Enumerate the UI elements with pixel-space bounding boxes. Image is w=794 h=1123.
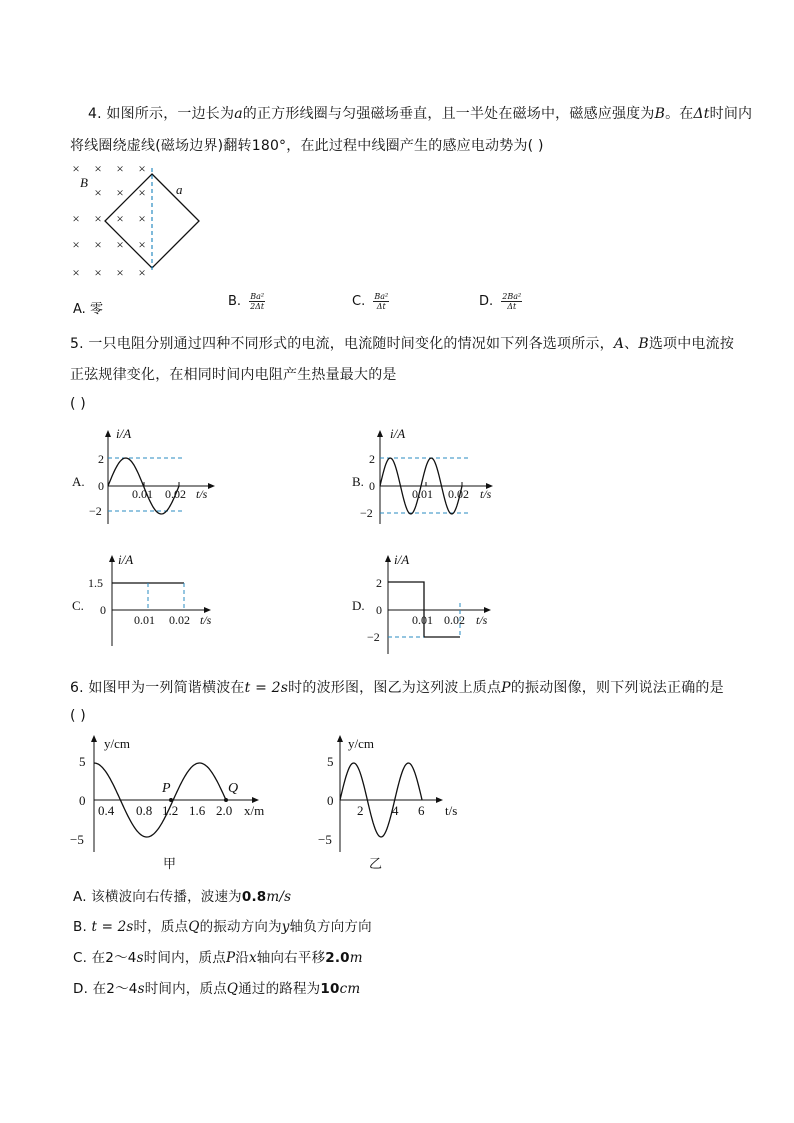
y-tick-label: −2 [360,506,373,520]
option-text: 通过的路程为 [238,981,321,997]
x-tick-label: 0.02 [444,613,465,627]
x-tick-label: 6 [418,803,425,818]
var-y: y [281,919,290,935]
q4-text: 的正方形线圈与匀强磁场垂直，且一半处在磁场中，磁感应强度为 [242,106,655,122]
field-cross: × [94,161,102,176]
x-axis-label: x/m [244,803,265,818]
y-axis-label: y/cm [348,736,374,751]
y-tick-label: 2 [98,452,104,466]
field-cross: × [72,265,80,280]
option-text: 时间内，质点 [144,981,227,997]
caption-jia: 甲 [163,856,177,871]
x-arrow [208,483,215,489]
option-label: C. [352,294,370,309]
y-tick-label: 0 [100,603,106,617]
q4-text: 。在 [665,106,694,122]
field-cross: × [72,161,80,176]
q6-text: 时的波形图，图乙为这列波上质点 [288,680,502,696]
x-tick-label: 0.02 [165,487,186,501]
q5-text: 选项中电流按 [648,336,735,352]
x-axis-label: t/s [480,487,492,501]
option-unit: m [349,950,363,966]
option-text: D. 在2～4 [73,981,138,997]
var-P: P [501,680,511,696]
q6-option-A[interactable] [73,885,291,905]
var-Q: Q [226,981,239,997]
option-unit: cm [339,981,361,997]
y-axis-label: i/A [116,426,132,441]
y-arrow [91,735,97,742]
x-tick-label: 0.01 [132,487,153,501]
q4-option-D[interactable] [479,292,522,311]
y-axis-label: i/A [394,552,410,567]
field-cross: × [138,211,146,226]
q4-line1 [88,103,752,123]
y-tick-label: 5 [79,754,86,769]
graph-label: D. [352,598,365,613]
q6-text: 的振动图像，则下列说法正确的是 [510,680,724,696]
x-tick-label: 0.8 [136,803,153,818]
q6-option-B[interactable] [73,915,372,935]
q6-paren: ( ) [70,708,86,724]
field-cross: × [116,161,124,176]
q6-wave-graph [66,728,286,873]
fraction [501,292,522,311]
q6-text: 6. 如图甲为一列简谐横波在 [70,680,245,696]
option-text: 零 [89,302,103,317]
q4-option-A[interactable] [73,298,103,317]
var-t: t = 2s [244,680,289,696]
numerator: Ba² [250,292,265,301]
q5-graph-C [68,548,298,648]
option-value: 0.8 [241,889,267,905]
q4-line2: 将线圈绕虚线(磁场边界)翻转180°，在此过程中线圈产生的感应电动势为( ) [70,138,544,154]
numerator: 2Ba² [502,292,522,301]
option-text: 时，质点 [133,919,189,935]
var-B: B [654,106,666,122]
option-label: A. [73,302,90,317]
label-a: a [176,182,183,197]
option-label: B. [228,294,246,309]
x-tick-label: 0.02 [448,487,469,501]
x-tick-label: 1.2 [162,803,179,818]
x-tick-label: 0.01 [412,613,433,627]
var-P: P [225,950,236,966]
option-text: 轴负方向方向 [289,919,372,935]
y-axis-label: i/A [118,552,134,567]
option-text: B. [73,919,92,935]
x-axis-label: t/s [200,613,212,627]
x-tick-label: 0.01 [412,487,433,501]
y-arrow [109,555,115,562]
q5-graph-D [348,548,578,658]
graph-label: B. [352,474,364,489]
denominator: Δt [507,302,517,311]
y-arrow [105,430,111,437]
x-arrow [436,797,443,803]
option-text: C. 在2～4 [73,950,137,966]
y-tick-label: 1.5 [88,576,103,590]
q4-option-C[interactable] [352,292,389,311]
label-Q: Q [228,781,239,796]
x-tick-label: 2 [357,803,364,818]
field-cross: × [72,211,80,226]
y-arrow [337,735,343,742]
q5-text: 5. 一只电阻分别通过四种不同形式的电流，电流随时间变化的情况如下列各选项所示， [70,336,614,352]
point-Q [224,798,228,802]
q6-vibration-graph [318,728,478,873]
field-cross: × [94,211,102,226]
y-tick-label: 2 [369,452,375,466]
var-dt: Δt [693,106,710,122]
label-B: B [80,175,88,190]
label-P: P [162,781,171,796]
field-cross: × [116,237,124,252]
field-cross: × [116,265,124,280]
y-tick-label: 0 [327,793,334,808]
x-tick-label: 0.01 [134,613,155,627]
point-P [169,798,173,802]
q4-figure [66,156,216,286]
option-unit: m/s [266,889,292,905]
field-cross: × [138,185,146,200]
y-tick-label: 5 [327,754,334,769]
var-A: A [613,336,625,352]
var-Q: Q [188,919,200,935]
y-arrow [385,555,391,562]
x-tick-label: 0.4 [98,803,115,818]
q5-paren: ( ) [70,396,86,412]
x-tick-label: 4 [392,803,399,818]
unit-s: s [136,950,144,966]
y-tick-label: −2 [89,504,102,518]
graph-label: C. [72,598,84,613]
option-label: D. [479,294,498,309]
field-cross: × [94,237,102,252]
option-value: 10 [320,981,340,997]
var-x: x [248,950,257,966]
field-cross: × [116,185,124,200]
y-tick-label: −5 [70,832,84,847]
var-t: t = 2s [91,919,134,935]
q6-option-C[interactable] [73,946,363,966]
field-cross: × [72,237,80,252]
fraction [373,292,389,311]
numerator: Ba² [374,292,389,301]
denominator: 2Δt [250,302,265,311]
y-axis-label: y/cm [104,736,130,751]
field-cross: × [138,237,146,252]
y-tick-label: 0 [98,479,104,493]
y-tick-label: −5 [318,832,332,847]
field-cross: × [94,265,102,280]
y-tick-label: 0 [79,793,86,808]
x-tick-label: 2.0 [216,803,233,818]
q6-option-D[interactable] [73,977,360,997]
option-text: 的振动方向为 [199,919,282,935]
var-a: a [234,106,243,122]
q6-line1 [70,677,724,697]
y-tick-label: 2 [376,576,382,590]
option-text: 轴向右平移 [256,950,326,966]
y-tick-label: 0 [369,479,375,493]
fraction [249,292,265,311]
y-tick-label: −2 [367,630,380,644]
field-cross: × [138,265,146,280]
x-tick-label: 1.6 [189,803,206,818]
y-tick-label: 0 [376,603,382,617]
x-axis-label: t/s [196,487,208,501]
field-cross: × [94,185,102,200]
q4-text: 4. 如图所示，一边长为 [88,106,235,122]
q4-option-B[interactable] [228,292,265,311]
q5-line2: 正弦规律变化，在相同时间内电阻产生热量最大的是 [70,367,397,383]
var-B: B [638,336,649,352]
q5-graph-A [68,424,298,534]
unit-s: s [137,981,145,997]
field-cross: × [116,211,124,226]
x-tick-label: 0.02 [169,613,190,627]
y-arrow [377,430,383,437]
y-axis-label: i/A [390,426,406,441]
graph-label: A. [72,474,85,489]
q5-text: 、 [624,336,639,352]
option-text: 时间内，质点 [143,950,226,966]
option-text: 沿 [235,950,249,966]
q4-text: 时间内 [709,106,753,122]
field-cross: × [138,161,146,176]
x-axis-label: t/s [476,613,488,627]
option-text: A. 该横波向右传播，波速为 [73,889,242,905]
x-axis-label: t/s [445,803,458,818]
caption-yi: 乙 [369,856,383,871]
q5-graph-B [348,424,578,534]
option-value: 2.0 [325,950,350,966]
q5-line1 [70,333,734,353]
denominator: Δt [376,302,386,311]
